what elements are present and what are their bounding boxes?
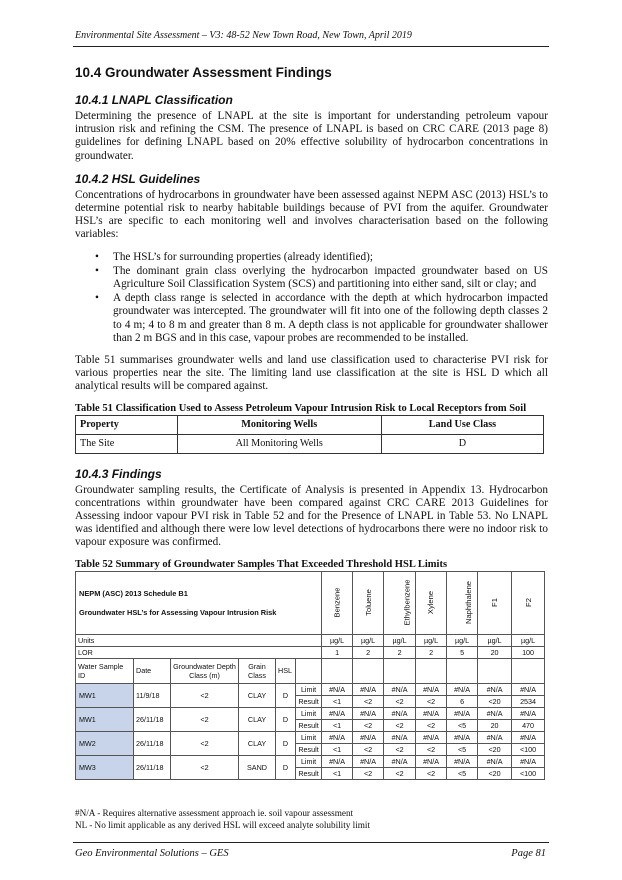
lor-cell: 2 (353, 646, 384, 658)
result-cell: <2 (416, 767, 447, 779)
limit-cell: #N/A (384, 707, 416, 719)
blank-cell (322, 658, 353, 683)
result-cell: <1 (322, 743, 353, 755)
result-cell: <1 (322, 719, 353, 731)
lor-row (76, 646, 545, 658)
lor-cell: 2 (384, 646, 416, 658)
blank-cell (512, 658, 545, 683)
sample-depth-cell: <2 (171, 755, 239, 779)
limit-label: Limit (296, 707, 322, 719)
result-label: Result (296, 719, 322, 731)
column-header: Land Use Class (381, 415, 543, 434)
header-rule (73, 46, 549, 47)
limit-cell: #N/A (416, 755, 447, 767)
limit-cell: #N/A (416, 707, 447, 719)
limit-label: Limit (296, 755, 322, 767)
column-header: Water Sample ID (76, 658, 134, 683)
table51-caption: Table 51 Classification Used to Assess Petroleum Vapour Intrusion Risk to Local Receptors from Soil (75, 402, 527, 414)
sample-limit-row (76, 755, 545, 767)
table-notes (75, 807, 370, 831)
column-header-row (76, 658, 545, 683)
analyte-label: F1 (490, 598, 500, 608)
result-cell: <2 (416, 695, 447, 707)
result-cell: <2 (384, 695, 416, 707)
result-cell: <1 (322, 695, 353, 707)
result-cell: <2 (353, 695, 384, 707)
sample-hsl-cell: D (276, 683, 296, 707)
table52 (75, 571, 545, 780)
unit-cell: µg/L (353, 634, 384, 646)
sample-hsl-cell: D (276, 731, 296, 755)
result-cell: <1 (322, 767, 353, 779)
analyte-label: Benzene (332, 587, 342, 618)
result-cell: <2 (416, 743, 447, 755)
list-item: • The HSL’s for surrounding properties (already identified); (113, 251, 548, 264)
table-cell: The Site (76, 434, 178, 453)
hsl-variables-list (75, 251, 548, 345)
result-cell: 20 (478, 719, 512, 731)
result-cell: <2 (353, 767, 384, 779)
sample-date-cell: 26/11/18 (134, 731, 171, 755)
result-cell: <2 (353, 743, 384, 755)
list-item: • The dominant grain class overlying the hydrocarbon impacted groundwater based on US Agriculture Soil Classification System (SCS) and partitioning into either sand, silt or clay; and (113, 265, 548, 291)
hsl-summary-paragraph: Table 51 summarises groundwater wells and land use classification used to characterise PVI risk for various properties near the site. The limiting land use classification at the site is HSL D which all analytical results will be compared against. (75, 354, 548, 393)
result-cell: 2534 (512, 695, 545, 707)
limit-cell: #N/A (512, 683, 545, 695)
blank-cell (478, 658, 512, 683)
section-heading: 10.4 Groundwater Assessment Findings (75, 65, 332, 80)
unit-cell: µg/L (447, 634, 478, 646)
list-item: • A depth class range is selected in accordance with the depth at which hydrocarbon impacted groundwater was intercepted. The groundwater will fit into one of the following depth classes 2 to 4 m; 4 to 8 m and greater than 8 m. A depth class is not applicable for groundwater shallower than 2 m BGS and in this case, vapour probes are recommended to be installed. (113, 292, 548, 345)
table-cell: D (381, 434, 543, 453)
limit-cell: #N/A (384, 755, 416, 767)
limit-cell: #N/A (384, 731, 416, 743)
analyte-header (384, 571, 416, 634)
limit-cell: #N/A (322, 683, 353, 695)
limit-cell: #N/A (416, 683, 447, 695)
sample-depth-cell: <2 (171, 707, 239, 731)
sample-depth-cell: <2 (171, 731, 239, 755)
lnapl-heading: 10.4.1 LNAPL Classification (75, 93, 233, 107)
table-title-line: NEPM (ASC) 2013 Schedule B1 (79, 588, 188, 598)
limit-cell: #N/A (478, 707, 512, 719)
analyte-label: F2 (523, 598, 533, 608)
sample-limit-row (76, 731, 545, 743)
result-cell: 470 (512, 719, 545, 731)
note-line: NL - No limit applicable as any derived HSL will exceed analyte solubility limit (75, 820, 371, 830)
analyte-header (322, 571, 353, 634)
result-label: Result (296, 743, 322, 755)
limit-cell: #N/A (353, 683, 384, 695)
result-cell: <5 (447, 767, 478, 779)
result-cell: <2 (416, 719, 447, 731)
blank-cell (416, 658, 447, 683)
table-row (76, 434, 544, 453)
sample-limit-row (76, 707, 545, 719)
limit-cell: #N/A (478, 683, 512, 695)
table-cell: All Monitoring Wells (177, 434, 381, 453)
analyte-label: Naphthalene (464, 581, 474, 625)
result-label: Result (296, 767, 322, 779)
result-cell: <5 (447, 719, 478, 731)
sample-id-cell: MW1 (76, 707, 134, 731)
limit-cell: #N/A (512, 707, 545, 719)
units-row (76, 634, 545, 646)
limit-cell: #N/A (478, 755, 512, 767)
analyte-header (416, 571, 447, 634)
findings-heading: 10.4.3 Findings (75, 466, 162, 481)
limit-label: Limit (296, 731, 322, 743)
analyte-header (447, 571, 478, 634)
sample-limit-row (76, 683, 545, 695)
page-number: Page 81 (511, 848, 546, 859)
lor-label: LOR (76, 646, 322, 658)
sample-date-cell: 11/9/18 (134, 683, 171, 707)
sample-grain-cell: CLAY (239, 731, 276, 755)
blank-cell (384, 658, 416, 683)
result-cell: <100 (512, 743, 545, 755)
column-header: Property (76, 415, 178, 434)
limit-cell: #N/A (353, 731, 384, 743)
sample-grain-cell: CLAY (239, 683, 276, 707)
table-subtitle-line: Groundwater HSL’s for Assessing Vapour Intrusion Risk (79, 607, 277, 617)
limit-cell: #N/A (512, 755, 545, 767)
hsl-paragraph: Concentrations of hydrocarbons in groundwater have been assessed against NEPM ASC (2013) HSL’s to determine potential risk to nearby habitable buildings because of PVI from the aquifer. Groundwater HSL’s are specific to each monitoring well and involves characterisation based on the following variables: (75, 188, 548, 241)
result-cell: <2 (384, 719, 416, 731)
result-cell: <5 (447, 743, 478, 755)
table52-caption: Table 52 Summary of Groundwater Samples That Exceeded Threshold HSL Limits (75, 558, 448, 570)
unit-cell: µg/L (384, 634, 416, 646)
limit-cell: #N/A (322, 755, 353, 767)
result-cell: <100 (512, 767, 545, 779)
units-label: Units (76, 634, 322, 646)
limit-cell: #N/A (353, 755, 384, 767)
unit-cell: µg/L (322, 634, 353, 646)
result-cell: <2 (353, 719, 384, 731)
limit-cell: #N/A (478, 731, 512, 743)
result-cell: <20 (478, 743, 512, 755)
blank-cell (296, 658, 322, 683)
table-title-row (76, 571, 545, 634)
result-cell: 6 (447, 695, 478, 707)
note-line: #N/A - Requires alternative assessment approach ie. soil vapour assessment (75, 808, 354, 818)
sample-date-cell: 26/11/18 (134, 755, 171, 779)
column-header: Groundwater Depth Class (m) (171, 658, 239, 683)
analyte-header (478, 571, 512, 634)
column-header: Monitoring Wells (177, 415, 381, 434)
unit-cell: µg/L (512, 634, 545, 646)
limit-cell: #N/A (447, 755, 478, 767)
page-content (75, 60, 548, 780)
sample-date-cell: 26/11/18 (134, 707, 171, 731)
sample-id-cell: MW1 (76, 683, 134, 707)
running-header: Environmental Site Assessment – V3: 48-52 New Town Road, New Town, April 2019 (75, 30, 412, 41)
sample-hsl-cell: D (276, 755, 296, 779)
limit-cell: #N/A (512, 731, 545, 743)
sample-grain-cell: CLAY (239, 707, 276, 731)
lor-cell: 20 (478, 646, 512, 658)
table52-body (76, 571, 545, 779)
limit-cell: #N/A (447, 683, 478, 695)
analyte-label: Toluene (363, 589, 373, 616)
result-cell: <20 (478, 767, 512, 779)
column-header: Date (134, 658, 171, 683)
limit-cell: #N/A (416, 731, 447, 743)
blank-cell (353, 658, 384, 683)
limit-cell: #N/A (447, 707, 478, 719)
table51 (75, 415, 544, 454)
analyte-label: Ethylbenzene (402, 579, 412, 626)
sample-grain-cell: SAND (239, 755, 276, 779)
limit-cell: #N/A (322, 707, 353, 719)
footer-rule (73, 842, 549, 843)
lor-cell: 100 (512, 646, 545, 658)
lor-cell: 2 (416, 646, 447, 658)
table-header-row (76, 415, 544, 434)
limit-cell: #N/A (322, 731, 353, 743)
lor-cell: 1 (322, 646, 353, 658)
result-cell: <20 (478, 695, 512, 707)
limit-cell: #N/A (384, 683, 416, 695)
limit-cell: #N/A (353, 707, 384, 719)
result-cell: <2 (384, 743, 416, 755)
table-title-cell (76, 571, 322, 634)
result-cell: <2 (384, 767, 416, 779)
sample-id-cell: MW2 (76, 731, 134, 755)
limit-label: Limit (296, 683, 322, 695)
sample-hsl-cell: D (276, 707, 296, 731)
findings-paragraph: Groundwater sampling results, the Certificate of Analysis is presented in Appendix 13. Hydrocarbon concentrations within groundwater have been compared against CRC CARE 2013 Guidelines for Assessing indoor vapour PVI risk in Table 52 and for the Presence of LNAPL in Table 53. No LNAPL was identified and although there were low level detections of hydrocarbons there were no indoor risk to vapour exposure was confirmed. (75, 483, 548, 549)
analyte-label: Xylene (426, 591, 436, 615)
unit-cell: µg/L (478, 634, 512, 646)
analyte-header (512, 571, 545, 634)
result-label: Result (296, 695, 322, 707)
limit-cell: #N/A (447, 731, 478, 743)
lnapl-paragraph: Determining the presence of LNAPL at the site is important for understanding petroleum vapour intrusion risk and refining the CSM. The presence of LNAPL is based on CRC CARE (2013 page 8) guidelines for defining LNAPL based on 20% effective solubility of hydrocarbon concentrations in groundwater. (75, 110, 548, 162)
sample-id-cell: MW3 (76, 755, 134, 779)
column-header: HSL (276, 658, 296, 683)
footer-company: Geo Environmental Solutions – GES (75, 848, 229, 859)
hsl-heading: 10.4.2 HSL Guidelines (75, 171, 201, 186)
blank-cell (447, 658, 478, 683)
lor-cell: 5 (447, 646, 478, 658)
column-header: Grain Class (239, 658, 276, 683)
unit-cell: µg/L (416, 634, 447, 646)
sample-depth-cell: <2 (171, 683, 239, 707)
analyte-header (353, 571, 384, 634)
